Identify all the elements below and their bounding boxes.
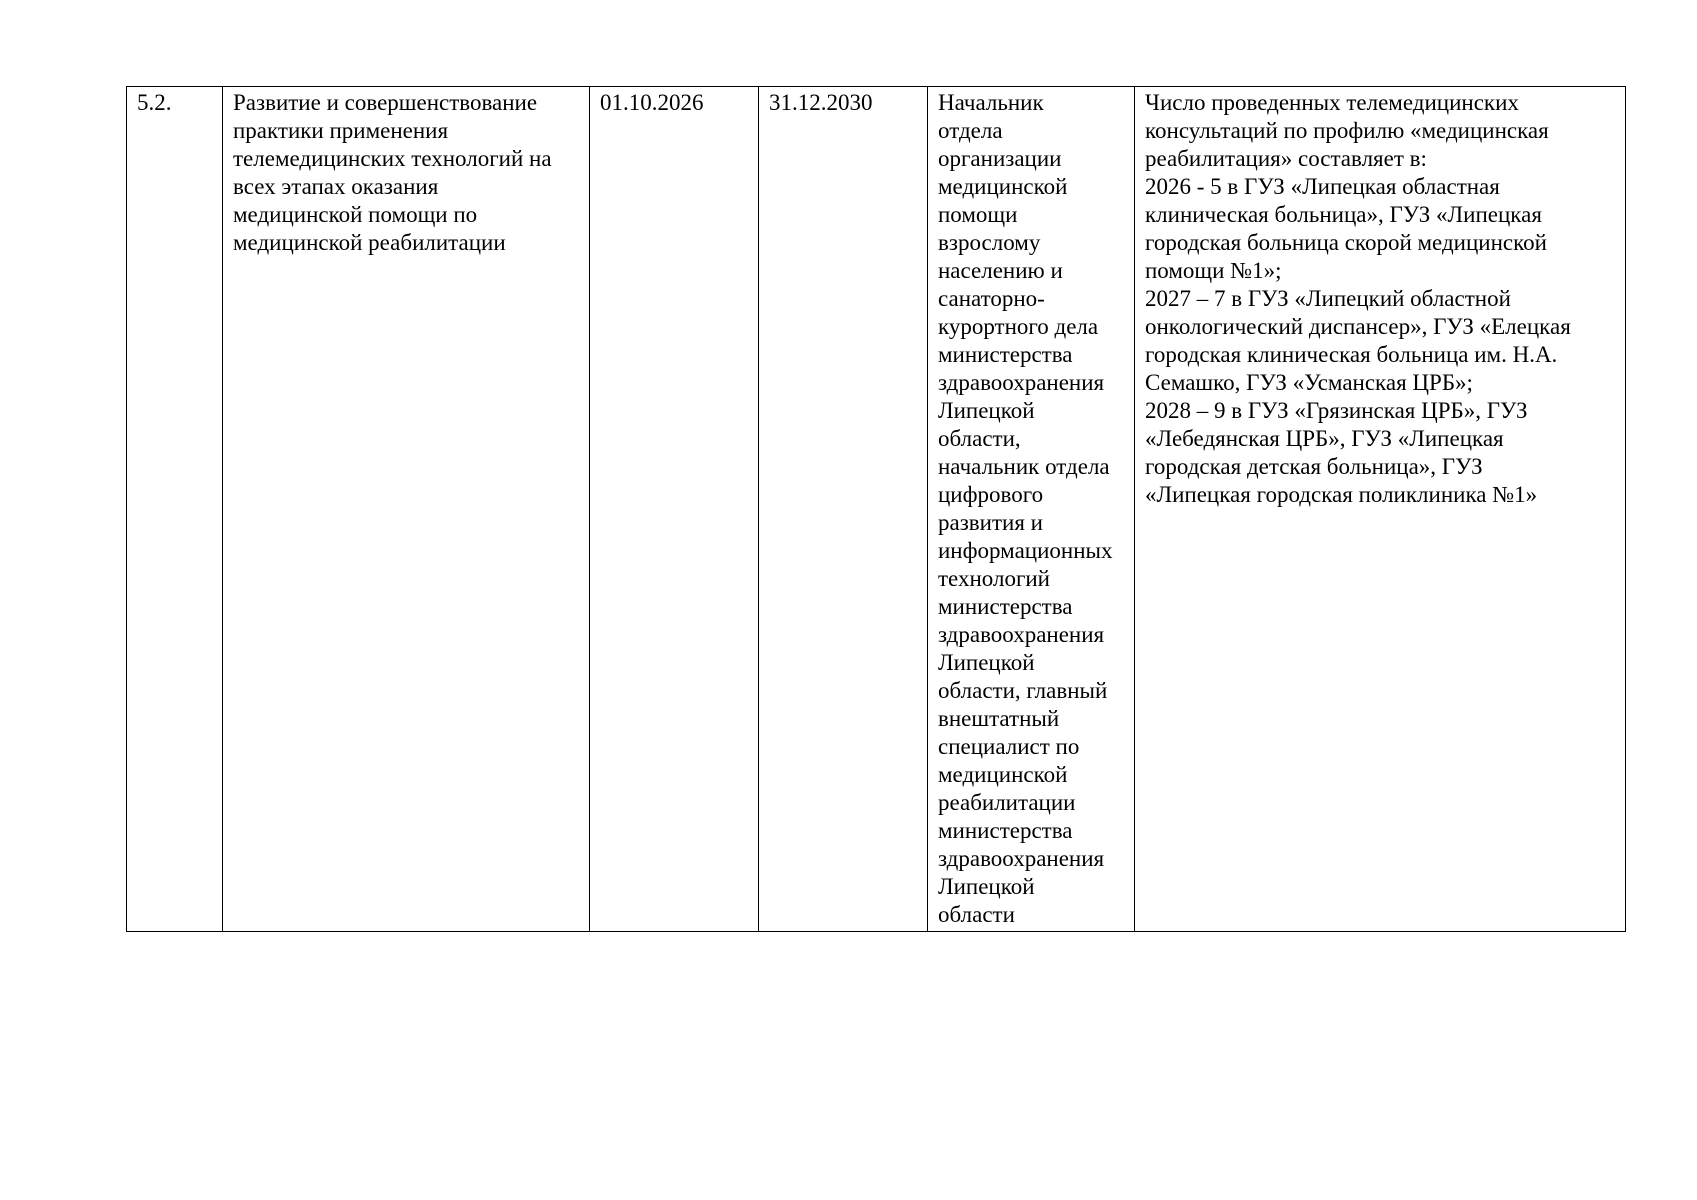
- result-cell: [1135, 87, 1626, 932]
- row-number: 5.2.: [137, 90, 172, 115]
- end-date-cell: [759, 87, 928, 932]
- row-number-cell: [127, 87, 223, 932]
- responsible-cell: [928, 87, 1135, 932]
- end-date: 31.12.2030: [769, 90, 873, 115]
- measures-table: [126, 86, 1626, 932]
- responsible-person: Начальник отдела организации медицинской помощи взрослому населению и санаторно- курортного дела министерства здравоохранения Липецкой области, начальник отдела цифрового развития и информационных технологий министерства здравоохранения Липецкой области, главный внештатный специалист по медицинской реабилитации министерства здравоохранения Липецкой области: [938, 90, 1113, 927]
- measure-name: Развитие и совершенствование практики применения телемедицинских технологий на всех этапах оказания медицинской помощи по медицинской реабилитации: [233, 90, 552, 255]
- measure-name-cell: [223, 87, 590, 932]
- start-date-cell: [590, 87, 759, 932]
- start-date: 01.10.2026: [600, 90, 704, 115]
- table-row: [127, 87, 1626, 932]
- expected-result: Число проведенных телемедицинских консультаций по профилю «медицинская реабилитация» составляет в: 2026 - 5 в ГУЗ «Липецкая областная клиническая больница», ГУЗ «Липецкая городская больница скорой медицинской помощи №1»; 2027 – 7 в ГУЗ «Липецкий областной онкологический диспансер», ГУЗ «Елецкая городская клиническая больница им. Н.А. Семашко, ГУЗ «Усманская ЦРБ»; 2028 – 9 в ГУЗ «Грязинская ЦРБ», ГУЗ «Лебедянская ЦРБ», ГУЗ «Липецкая городская детская больница», ГУЗ «Липецкая городская поликлиника №1»: [1145, 90, 1571, 507]
- table-body: [127, 87, 1626, 932]
